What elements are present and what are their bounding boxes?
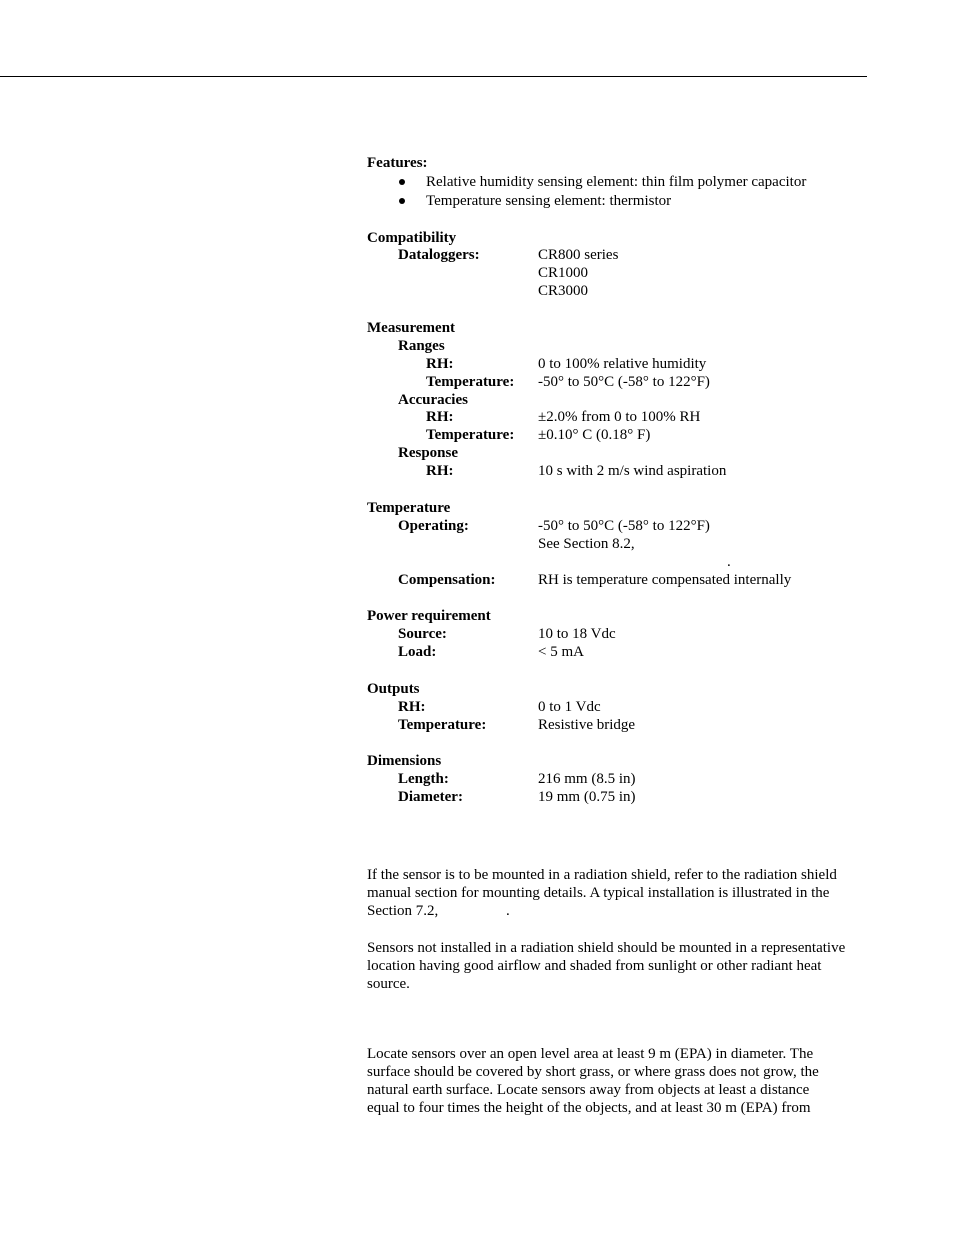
dataloggers-label: Dataloggers: (398, 247, 480, 263)
siting-paragraph (367, 1045, 867, 1117)
paragraph-line: natural earth surface. Locate sensors away from objects at least a distance (367, 1082, 810, 1098)
compensation-label: Compensation: (398, 572, 496, 588)
outputs-temp-value: Resistive bridge (538, 717, 636, 733)
datalogger-item: CR800 series (538, 247, 619, 263)
paragraph-line: Sensors not installed in a radiation shield should be mounted in a representative (367, 940, 846, 956)
temperature-heading: Temperature (367, 500, 451, 516)
measurement-heading: Measurement (367, 320, 456, 336)
outputs-rh-value: 0 to 1 Vdc (538, 699, 601, 715)
operating-label: Operating: (398, 518, 469, 534)
ranges-rh-value: 0 to 100% relative humidity (538, 356, 707, 372)
paragraph-line: Section 7.2, (367, 903, 439, 919)
ranges-rh-label: RH: (426, 356, 454, 372)
acc-temp-label: Temperature: (426, 427, 515, 443)
feature-item-2: Temperature sensing element: thermistor (426, 193, 672, 209)
paragraph-line: equal to four times the height of the objects, and at least 30 m (EPA) from (367, 1100, 811, 1116)
diameter-label: Diameter: (398, 789, 463, 805)
operating-note: See Section 8.2, (538, 536, 635, 552)
acc-rh-label: RH: (426, 409, 454, 425)
length-value: 216 mm (8.5 in) (538, 771, 636, 787)
paragraph-line: location having good airflow and shaded from sunlight or other radiant heat (367, 958, 822, 974)
datalogger-item: CR1000 (538, 265, 589, 281)
ranges-temp-label: Temperature: (426, 374, 515, 390)
outputs-heading: Outputs (367, 681, 420, 697)
paragraph-line: source. (367, 976, 410, 992)
resp-rh-label: RH: (426, 463, 454, 479)
bullet-icon (399, 179, 405, 185)
power-heading: Power requirement (367, 608, 491, 624)
dimensions-heading: Dimensions (367, 753, 442, 769)
ranges-heading: Ranges (398, 338, 445, 354)
resp-rh-value: 10 s with 2 m/s wind aspiration (538, 463, 727, 479)
paragraph-end-period: . (506, 903, 510, 919)
operating-note-end: . (727, 554, 731, 570)
acc-rh-value: ±2.0% from 0 to 100% RH (538, 409, 701, 425)
length-label: Length: (398, 771, 449, 787)
paragraph-line: Locate sensors over an open level area at least 9 m (EPA) in diameter. The (367, 1046, 814, 1062)
acc-temp-value: ±0.10° C (0.18° F) (538, 427, 651, 443)
outputs-temp-label: Temperature: (398, 717, 487, 733)
operating-value: -50° to 50°C (-58° to 122°F) (538, 518, 710, 534)
bullet-icon (399, 198, 405, 204)
header-rule (0, 76, 867, 77)
unshielded-paragraph (367, 939, 867, 993)
response-heading: Response (398, 445, 459, 461)
paragraph-line: If the sensor is to be mounted in a radiation shield, refer to the radiation shield (367, 867, 837, 883)
paragraph-line: surface should be covered by short grass, or where grass does not grow, the (367, 1064, 819, 1080)
accuracies-heading: Accuracies (398, 392, 468, 408)
load-label: Load: (398, 644, 437, 660)
compensation-value: RH is temperature compensated internally (538, 572, 792, 588)
load-value: < 5 mA (538, 644, 584, 660)
paragraph-line: manual section for mounting details. A typical installation is illustrated in the (367, 885, 830, 901)
features-heading: Features: (367, 155, 428, 171)
diameter-value: 19 mm (0.75 in) (538, 789, 636, 805)
ranges-temp-value: -50° to 50°C (-58° to 122°F) (538, 374, 710, 390)
compatibility-heading: Compatibility (367, 230, 457, 246)
feature-item-1: Relative humidity sensing element: thin film polymer capacitor (426, 174, 807, 190)
source-label: Source: (398, 626, 447, 642)
outputs-rh-label: RH: (398, 699, 426, 715)
mounting-paragraph (367, 866, 867, 920)
source-value: 10 to 18 Vdc (538, 626, 616, 642)
datalogger-item: CR3000 (538, 283, 589, 299)
